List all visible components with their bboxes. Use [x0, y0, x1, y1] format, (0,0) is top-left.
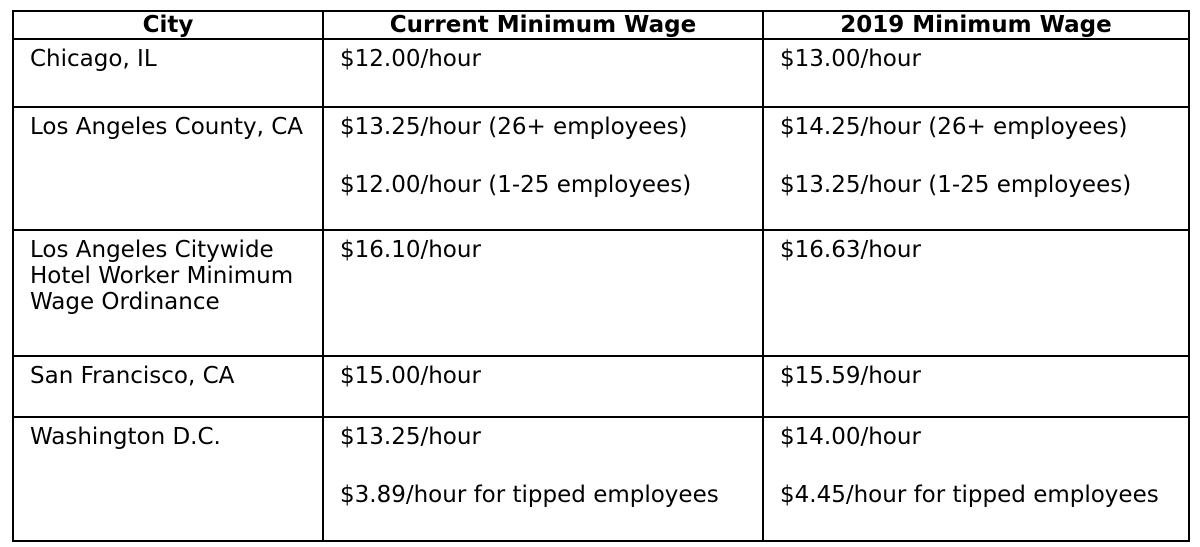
current-wage-cell — [323, 230, 763, 356]
current-wage-cell — [323, 39, 763, 107]
header-current-minimum-wage: Current Minimum Wage — [323, 11, 763, 39]
header-2019-minimum-wage: 2019 Minimum Wage — [763, 11, 1189, 39]
wage-2019-cell — [763, 356, 1189, 417]
table-header — [13, 11, 1189, 39]
table-body — [13, 39, 1189, 541]
header-city: City — [13, 11, 323, 39]
table-row — [13, 356, 1189, 417]
current-wage-value: $13.25/hour (26+ employees) — [340, 114, 688, 140]
header-row — [13, 11, 1189, 39]
minimum-wage-table — [12, 10, 1190, 542]
table-row — [13, 417, 1189, 541]
current-wage-cell — [323, 356, 763, 417]
city-name: Los Angeles County, CA — [30, 114, 304, 140]
wage-2019-value: $4.45/hour for tipped employees — [780, 482, 1159, 508]
wage-2019-value: $14.00/hour — [780, 424, 921, 450]
city-cell — [13, 107, 323, 230]
table-row — [13, 107, 1189, 230]
wage-2019-value: $15.59/hour — [780, 363, 921, 389]
city-name: Chicago, IL — [30, 46, 157, 72]
current-wage-cell — [323, 417, 763, 541]
table-row — [13, 230, 1189, 356]
city-name-line: Hotel Worker Minimum — [30, 263, 294, 289]
current-wage-value: $16.10/hour — [340, 237, 481, 263]
wage-2019-cell — [763, 39, 1189, 107]
current-wage-cell — [323, 107, 763, 230]
wage-2019-value: $13.25/hour (1-25 employees) — [780, 172, 1132, 198]
wage-2019-value: $13.00/hour — [780, 46, 921, 72]
current-wage-value: $3.89/hour for tipped employees — [340, 482, 719, 508]
wage-2019-value: $14.25/hour (26+ employees) — [780, 114, 1128, 140]
current-wage-value: $12.00/hour (1-25 employees) — [340, 172, 692, 198]
wage-2019-value: $16.63/hour — [780, 237, 921, 263]
city-name-line: Los Angeles Citywide — [30, 237, 274, 263]
city-cell — [13, 230, 323, 356]
wage-2019-cell — [763, 107, 1189, 230]
current-wage-value: $15.00/hour — [340, 363, 481, 389]
table-row — [13, 39, 1189, 107]
current-wage-value: $13.25/hour — [340, 424, 481, 450]
city-name-line: Wage Ordinance — [30, 289, 220, 315]
city-name: Washington D.C. — [30, 424, 221, 450]
city-name: San Francisco, CA — [30, 363, 235, 389]
city-cell — [13, 417, 323, 541]
city-cell — [13, 39, 323, 107]
current-wage-value: $12.00/hour — [340, 46, 481, 72]
wage-2019-cell — [763, 230, 1189, 356]
city-cell — [13, 356, 323, 417]
wage-2019-cell — [763, 417, 1189, 541]
